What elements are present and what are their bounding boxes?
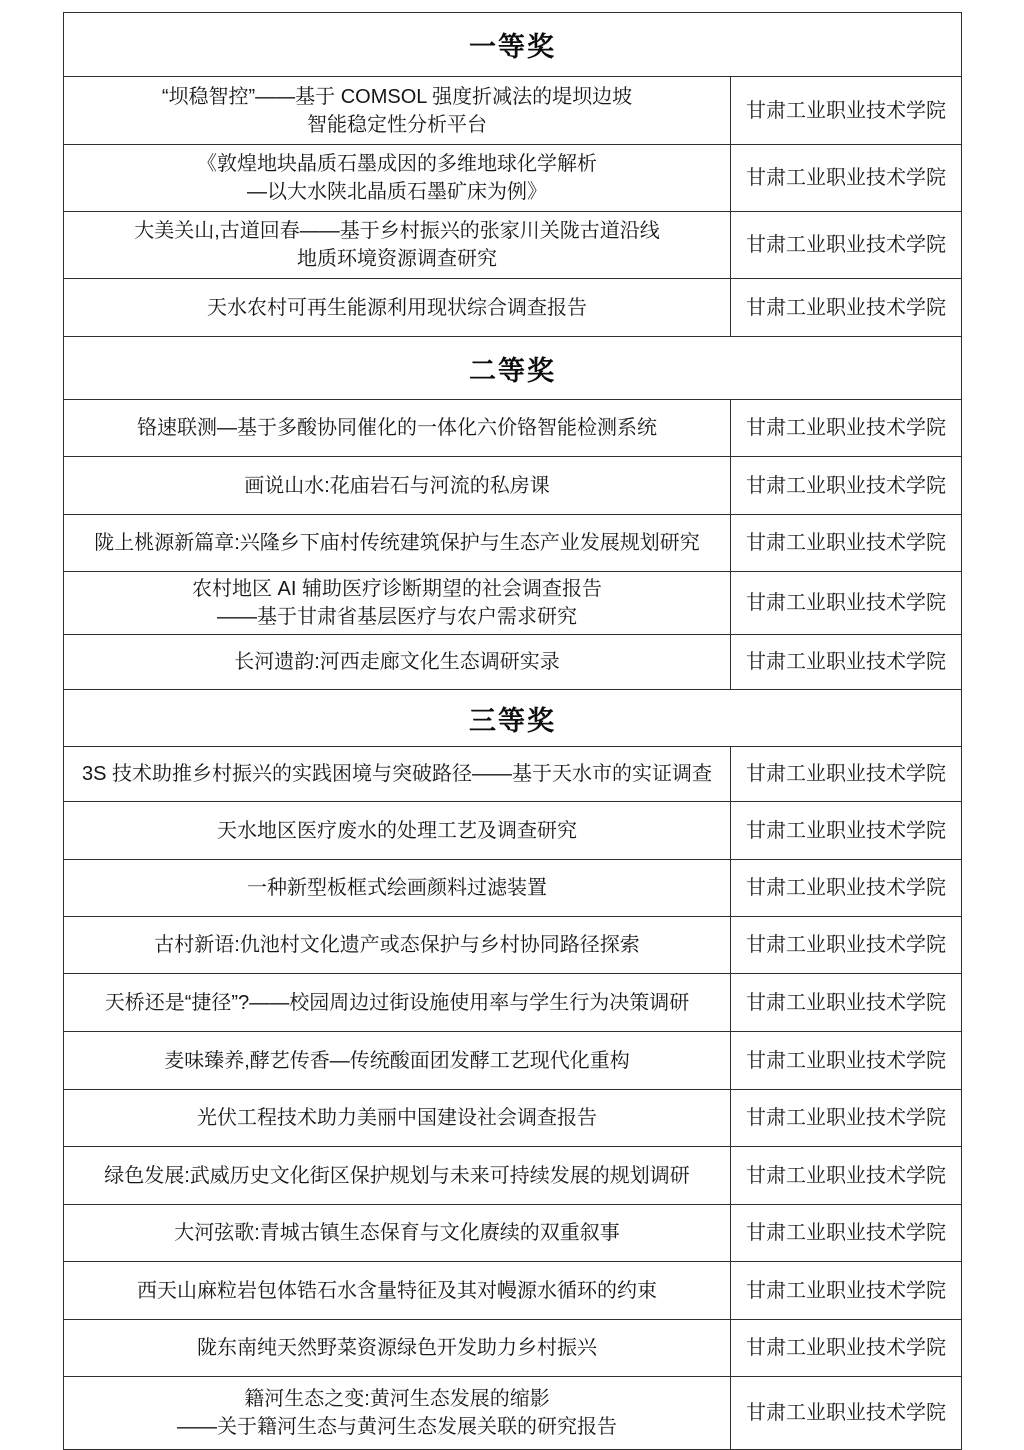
section-header-row — [64, 689, 961, 746]
project-title-cell — [64, 515, 730, 571]
table-row — [64, 211, 961, 278]
project-title-line: 农村地区 AI 辅助医疗诊断期望的社会调查报告 — [191, 578, 602, 600]
project-title-line: 麦味臻养,酵艺传香—传统酸面团发酵工艺现代化重构 — [164, 1049, 630, 1072]
project-title-cell — [64, 1147, 730, 1204]
section-header-row — [64, 336, 961, 399]
table-row — [64, 1146, 961, 1204]
institution-cell: 甘肃工业职业技术学院 — [730, 515, 961, 571]
table-row — [64, 859, 961, 916]
institution-cell: 甘肃工业职业技术学院 — [730, 802, 961, 859]
project-title-line: 籍河生态之变:黄河生态发展的缩影 — [244, 1388, 550, 1410]
table-row — [64, 1031, 961, 1089]
project-title-cell — [64, 1032, 730, 1089]
project-title-cell — [64, 400, 730, 456]
project-title-cell — [64, 1377, 730, 1449]
institution-cell: 甘肃工业职业技术学院 — [730, 974, 961, 1031]
project-title-cell — [64, 77, 730, 144]
project-title-line: 天桥还是“捷径”?——校园周边过街设施使用率与学生行为决策调研 — [104, 991, 690, 1014]
project-title-cell — [64, 1090, 730, 1146]
table-row — [64, 514, 961, 571]
project-title-line: ——关于籍河生态与黄河生态发展关联的研究报告 — [177, 1416, 617, 1438]
table-row — [64, 399, 961, 456]
project-title-cell — [64, 145, 730, 211]
institution-cell: 甘肃工业职业技术学院 — [730, 1090, 961, 1146]
project-title-line: 《敦煌地块晶质石墨成因的多维地球化学解析 — [197, 153, 597, 175]
table-row — [64, 1089, 961, 1146]
project-title-cell — [64, 1320, 730, 1376]
table-row — [64, 1261, 961, 1319]
project-title-cell — [64, 572, 730, 634]
project-title-cell — [64, 747, 730, 801]
table-row — [64, 1204, 961, 1261]
project-title-cell — [64, 974, 730, 1031]
institution-cell: 甘肃工业职业技术学院 — [730, 1032, 961, 1089]
table-row — [64, 1319, 961, 1376]
institution-cell: 甘肃工业职业技术学院 — [730, 1320, 961, 1376]
institution-cell: 甘肃工业职业技术学院 — [730, 1205, 961, 1261]
project-title-line: 大河弦歌:青城古镇生态保育与文化赓续的双重叙事 — [174, 1222, 620, 1244]
section-header: 二等奖 — [469, 355, 556, 386]
institution-cell: 甘肃工业职业技术学院 — [730, 400, 961, 456]
project-title-line: 画说山水:花庙岩石与河流的私房课 — [244, 474, 550, 497]
institution-cell: 甘肃工业职业技术学院 — [730, 279, 961, 336]
institution-cell: 甘肃工业职业技术学院 — [730, 212, 961, 278]
award-table — [63, 12, 962, 1450]
project-title-line: 地质环境资源调查研究 — [297, 248, 497, 270]
institution-cell: 甘肃工业职业技术学院 — [730, 1147, 961, 1204]
table-row — [64, 76, 961, 144]
project-title-cell — [64, 802, 730, 859]
institution-cell: 甘肃工业职业技术学院 — [730, 572, 961, 634]
project-title-line: 陇上桃源新篇章:兴隆乡下庙村传统建筑保护与生态产业发展规划研究 — [94, 532, 700, 554]
institution-cell: 甘肃工业职业技术学院 — [730, 860, 961, 916]
project-title-cell — [64, 1262, 730, 1319]
project-title-cell — [64, 917, 730, 973]
project-title-line: —以大水陕北晶质石墨矿床为例》 — [247, 181, 547, 203]
project-title-line: 古村新语:仇池村文化遗产或态保护与乡村协同路径探索 — [154, 934, 640, 956]
institution-cell: 甘肃工业职业技术学院 — [730, 77, 961, 144]
project-title-line: ——基于甘肃省基层医疗与农户需求研究 — [217, 606, 577, 628]
table-row — [64, 144, 961, 211]
project-title-line: “坝稳智控”——基于 COMSOL 强度折减法的堤坝边坡 — [161, 85, 633, 108]
project-title-line: 绿色发展:武威历史文化街区保护规划与未来可持续发展的规划调研 — [104, 1164, 690, 1187]
project-title-line: 智能稳定性分析平台 — [307, 113, 487, 136]
project-title-cell — [64, 635, 730, 689]
institution-cell: 甘肃工业职业技术学院 — [730, 747, 961, 801]
institution-cell: 甘肃工业职业技术学院 — [730, 145, 961, 211]
project-title-cell — [64, 457, 730, 514]
project-title-line: 一种新型板框式绘画颜料过滤装置 — [247, 877, 547, 899]
table-row — [64, 571, 961, 634]
project-title-line: 长河遗韵:河西走廊文化生态调研实录 — [234, 651, 560, 673]
project-title-line: 光伏工程技术助力美丽中国建设社会调查报告 — [197, 1107, 597, 1129]
table-row — [64, 456, 961, 514]
project-title-cell — [64, 279, 730, 336]
institution-cell: 甘肃工业职业技术学院 — [730, 1262, 961, 1319]
project-title-cell — [64, 860, 730, 916]
table-row — [64, 1376, 961, 1449]
project-title-line: 3S 技术助推乡村振兴的实践困境与突破路径——基于天水市的实证调查 — [81, 763, 713, 785]
table-row — [64, 278, 961, 336]
project-title-line: 天水地区医疗废水的处理工艺及调查研究 — [217, 819, 577, 842]
project-title-line: 西天山麻粒岩包体锆石水含量特征及其对幔源水循环的约束 — [137, 1279, 657, 1302]
table-row — [64, 746, 961, 801]
table-row — [64, 973, 961, 1031]
table-row — [64, 801, 961, 859]
section-header: 三等奖 — [469, 705, 556, 736]
table-row — [64, 634, 961, 689]
project-title-line: 铬速联测—基于多酸协同催化的一体化六价铬智能检测系统 — [137, 417, 657, 439]
table-row — [64, 916, 961, 973]
project-title-line: 大美关山,古道回春——基于乡村振兴的张家川关陇古道沿线 — [134, 220, 660, 242]
institution-cell: 甘肃工业职业技术学院 — [730, 457, 961, 514]
project-title-line: 天水农村可再生能源利用现状综合调查报告 — [207, 296, 587, 319]
institution-cell: 甘肃工业职业技术学院 — [730, 917, 961, 973]
project-title-cell — [64, 212, 730, 278]
project-title-cell — [64, 1205, 730, 1261]
institution-cell: 甘肃工业职业技术学院 — [730, 635, 961, 689]
institution-cell: 甘肃工业职业技术学院 — [730, 1377, 961, 1449]
project-title-line: 陇东南纯天然野菜资源绿色开发助力乡村振兴 — [197, 1337, 597, 1359]
section-header: 一等奖 — [469, 32, 556, 62]
section-header-row — [64, 13, 961, 76]
